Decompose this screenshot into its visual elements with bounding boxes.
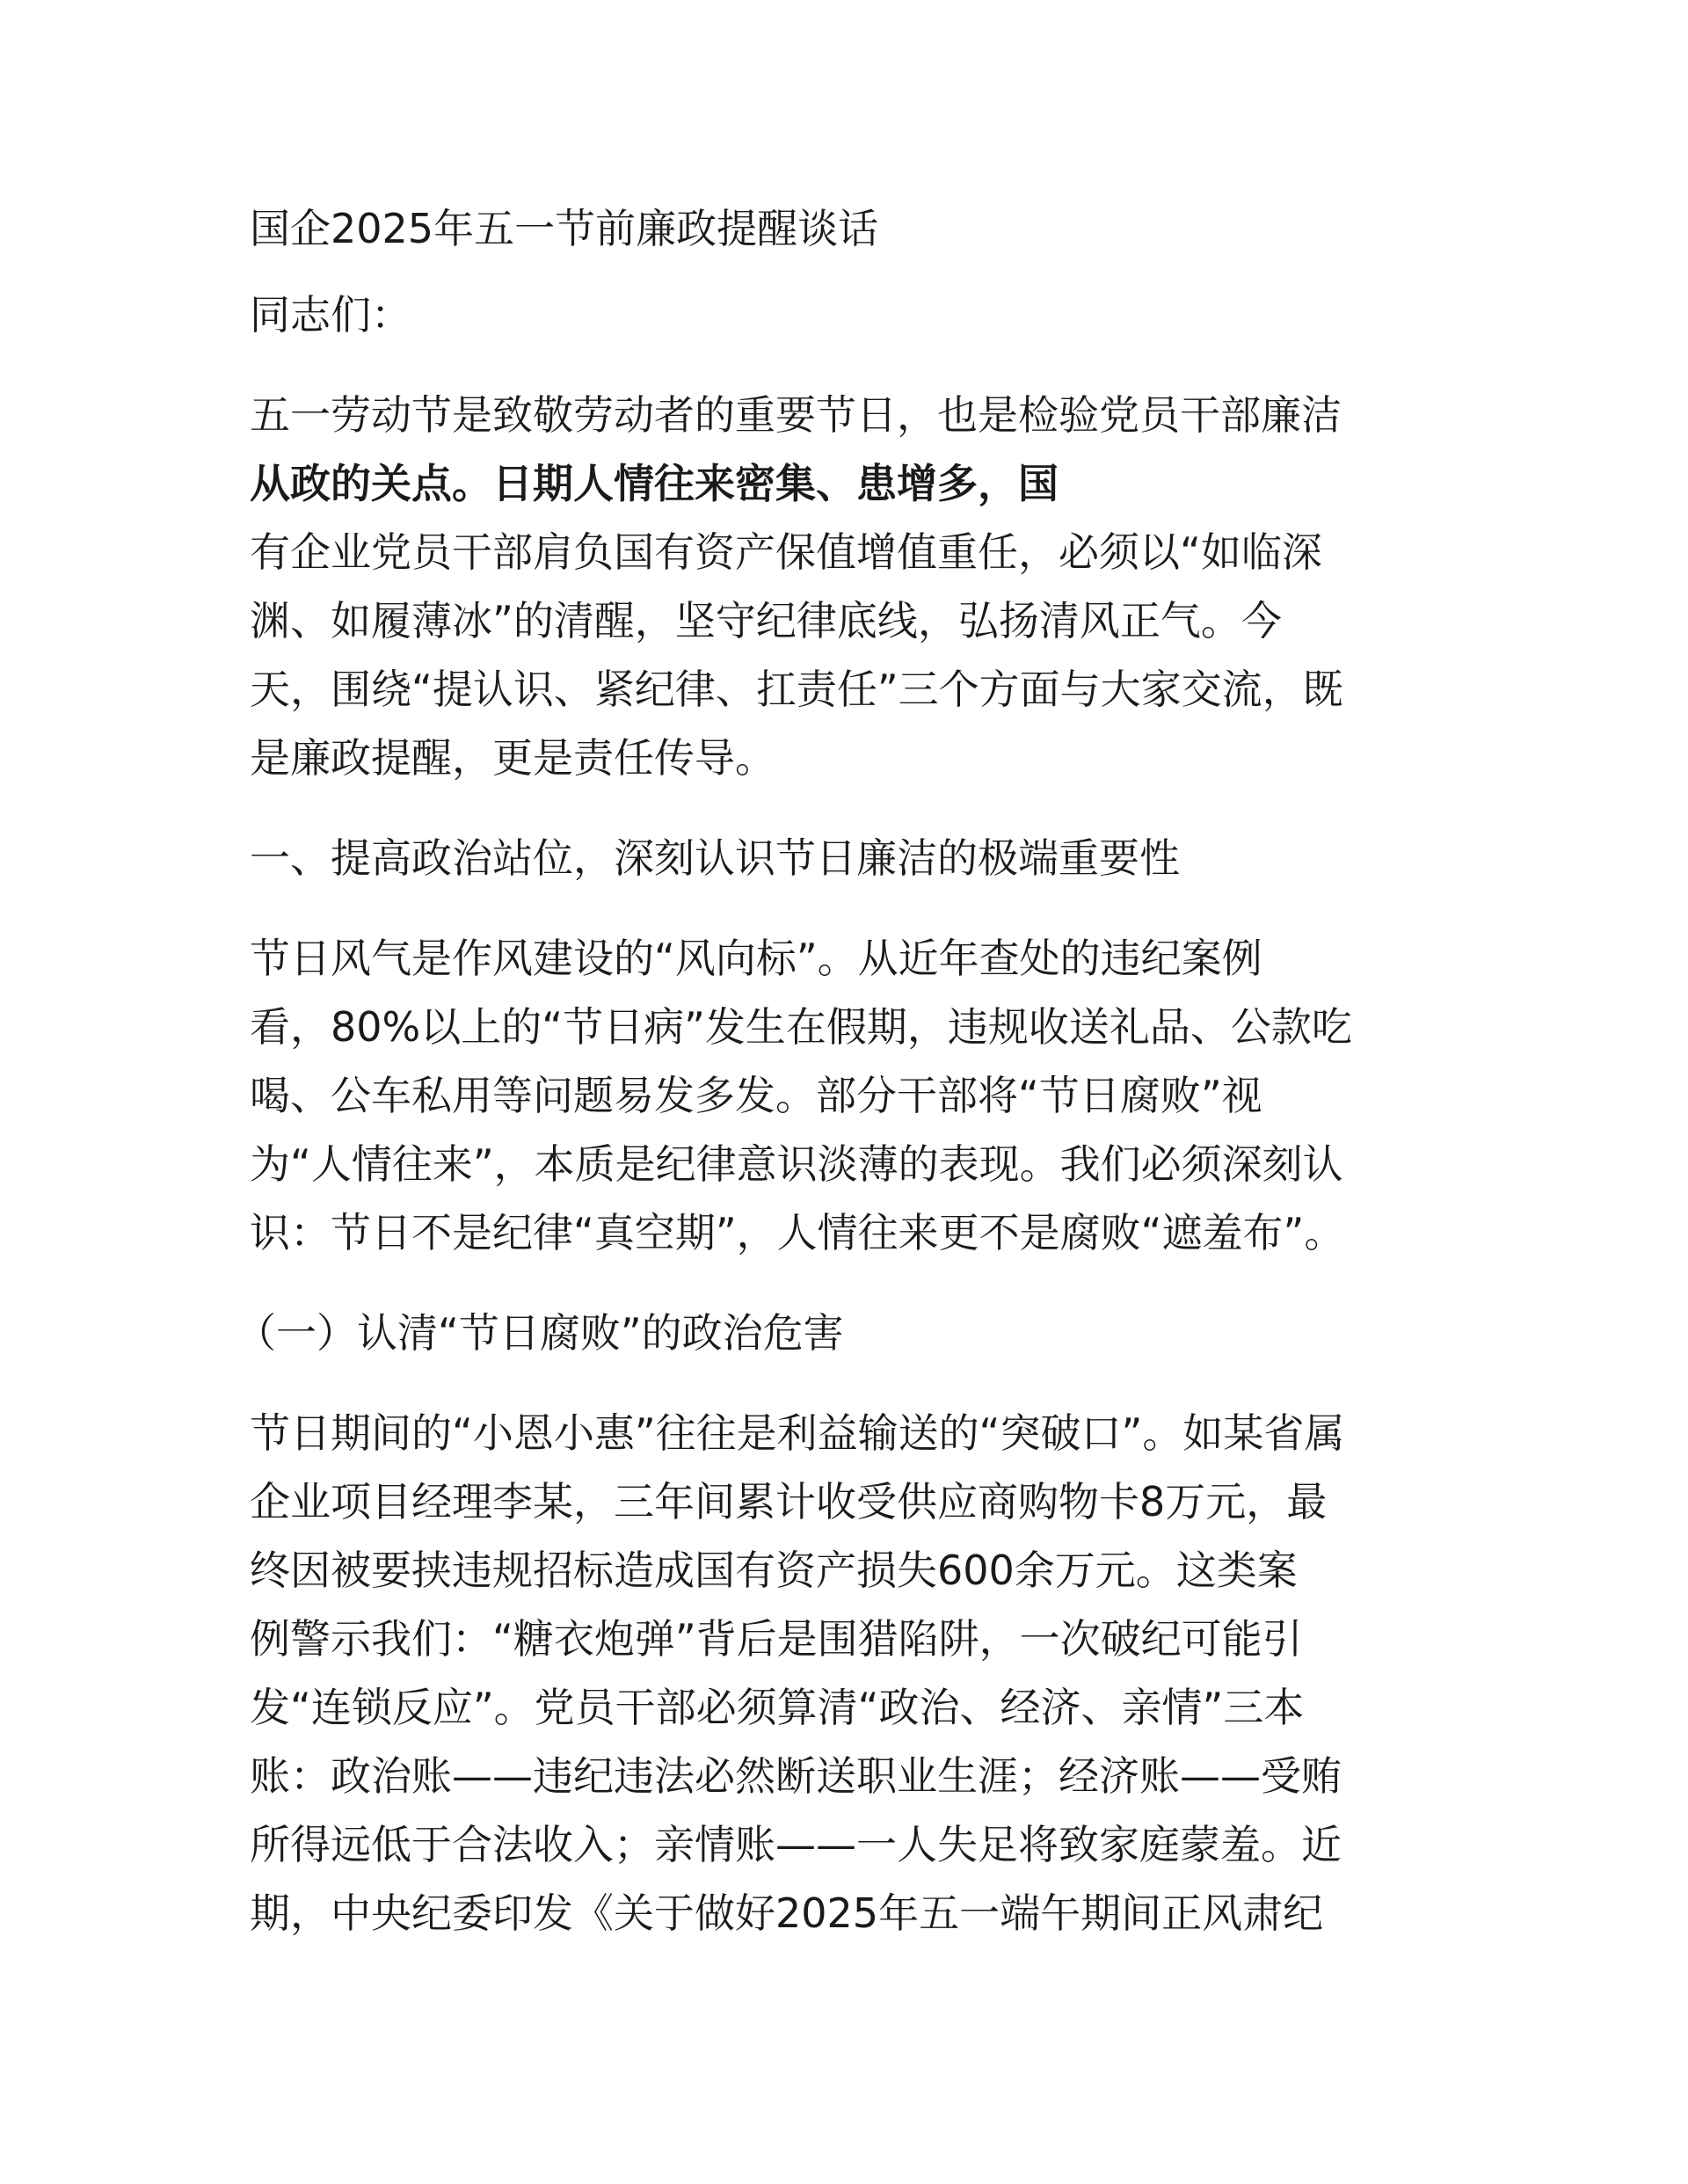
paragraph-line: 例警示我们：“糖衣炮弹”背后是围猎陷阱，一次破纪可能引	[250, 1615, 1303, 1663]
paragraph-line: 发“连锁反应”。党员干部必须算清“政治、经济、亲情”三本	[250, 1684, 1305, 1731]
document-title: 国企2025年五一节前廉政提醒谈话	[250, 205, 879, 252]
paragraph-line: 从政的关点。日期人情往来密集、患增多，国	[250, 460, 1059, 507]
paragraph-line: 节日风气是作风建设的“风向标”。从近年查处的违纪案例	[250, 935, 1262, 982]
paragraph-line: 为“人情往来”，本质是纪律意识淡薄的表现。我们必须深刻认	[250, 1140, 1343, 1188]
subsection-heading: （一）认清“节日腐败”的政治危害	[236, 1309, 844, 1357]
paragraph-line: 所得远低于合法收入；亲情账——一人失足将致家庭蒙羞。近	[250, 1821, 1342, 1868]
paragraph-line: 识：节日不是纪律“真空期”，人情往来更不是腐败“遮羞布”。	[250, 1209, 1345, 1256]
paragraph-line: 渊、如履薄冰”的清醒，坚守纪律底线，弘扬清风正气。今	[250, 597, 1282, 644]
paragraph-line: 节日期间的“小恩小惠”往往是利益输送的“突破口”。如某省属	[250, 1409, 1345, 1457]
paragraph-line: 终因被要挟违规招标造成国有资产损失600余万元。这类案	[250, 1547, 1298, 1594]
section-heading: 一、提高政治站位，深刻认识节日廉洁的极端重要性	[250, 834, 1180, 882]
paragraph-line: 是廉政提醒，更是责任传导。	[250, 734, 775, 782]
paragraph-line: 天，围绕“提认识、紧纪律、扛责任”三个方面与大家交流，既	[250, 666, 1343, 713]
salutation: 同志们：	[250, 291, 411, 339]
paragraph-line: 有企业党员干部肩负国有资产保值增值重任，必须以“如临深	[250, 528, 1322, 576]
paragraph-line: 看，80%以上的“节日病”发生在假期，违规收送礼品、公款吃	[250, 1003, 1352, 1051]
paragraph-line: 企业项目经理李某，三年间累计收受供应商购物卡8万元，最	[250, 1478, 1328, 1525]
paragraph-line: 喝、公车私用等问题易发多发。部分干部将“节日腐败”视	[250, 1072, 1262, 1119]
paragraph-line: 期，中央纪委印发《关于做好2025年五一端午期间正风肃纪	[250, 1889, 1324, 1937]
paragraph-line: 账：政治账——违纪违法必然断送职业生涯；经济账——受贿	[250, 1752, 1342, 1800]
paragraph-line: 五一劳动节是致敬劳动者的重要节日，也是检验党员干部廉洁	[250, 391, 1342, 439]
